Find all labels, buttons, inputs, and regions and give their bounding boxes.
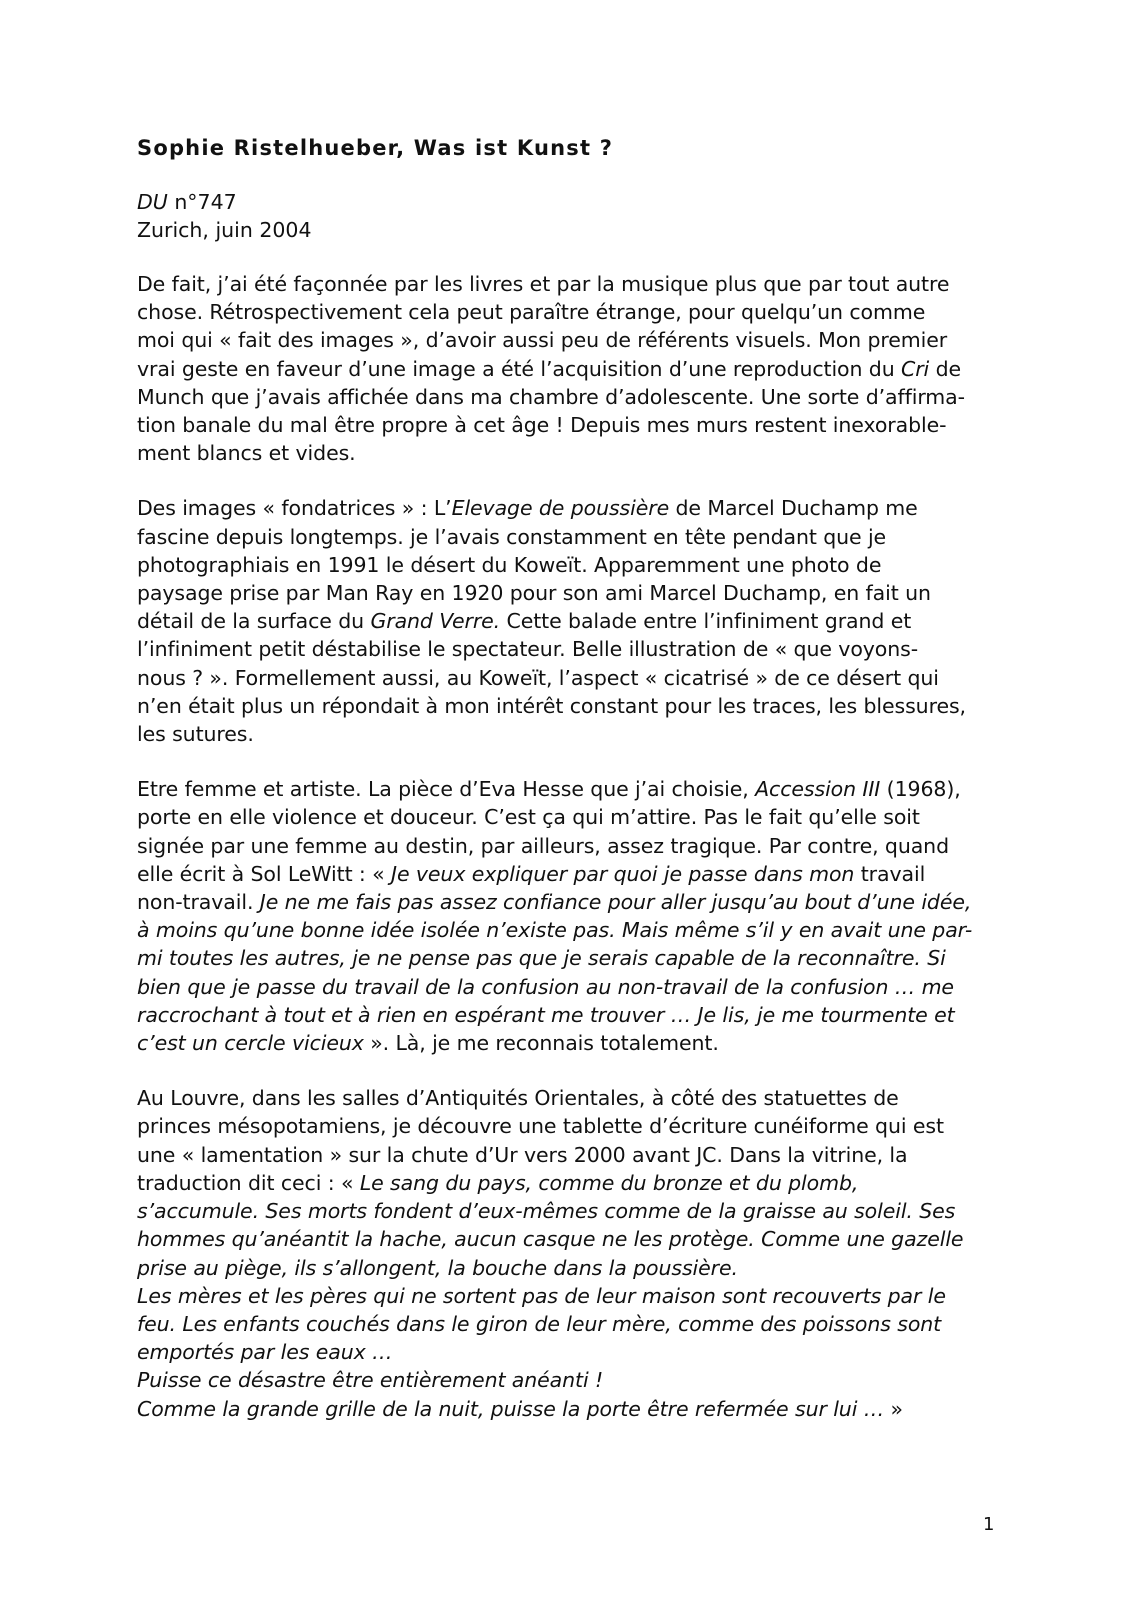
- text-run: non-travail.: [137, 890, 260, 915]
- text-line: [137, 607, 1012, 635]
- quote-line: Puisse ce désastre être entièrement anéanti !: [137, 1368, 604, 1393]
- quote-line: prise au piège, ils s’allongent, la bouche dans la poussière.: [137, 1255, 738, 1280]
- text-line: tion banale du mal être propre à cet âge ! Depuis mes murs restent inexorable-: [137, 413, 947, 438]
- text-line: [137, 888, 1012, 916]
- document-page: [137, 134, 1012, 1450]
- text-line: De fait, j’ai été façonnée par les livres et par la musique plus que par tout autre: [137, 272, 950, 296]
- artwork-title: Accession III: [755, 777, 881, 802]
- text-line: fascine depuis longtemps. je l’avais constamment en tête pendant que je: [137, 524, 887, 549]
- document-title: Sophie Ristelhueber, Was ist Kunst ?: [137, 136, 614, 160]
- text-run: Cette balade entre l’infiniment grand et: [500, 609, 912, 634]
- text-line: [137, 1169, 1012, 1197]
- publication-name: DU: [137, 190, 168, 214]
- quote-run: c’est un cercle vicieux: [137, 1031, 364, 1056]
- publication-info: [137, 188, 1012, 244]
- text-line: [137, 775, 1012, 803]
- quote-line: mi toutes les autres, je ne pense pas que je serais capable de la reconnaître. Si: [137, 946, 946, 971]
- publication-issue: n°747: [167, 190, 237, 214]
- text-run: de: [929, 356, 961, 381]
- text-line: Munch que j’avais affichée dans ma chambre d’adolescente. Une sorte d’affirma-: [137, 384, 965, 409]
- artwork-title: Cri: [901, 356, 930, 381]
- text-line: n’en était plus un répondait à mon intérêt constant pour les traces, les blessures,: [137, 693, 966, 718]
- artwork-title: Grand Verre.: [370, 609, 501, 634]
- text-run: elle écrit à Sol LeWitt : «: [137, 861, 392, 886]
- paragraph-1: [137, 270, 1012, 467]
- text-line: chose. Rétrospectivement cela peut paraître étrange, pour quelqu’un comme: [137, 300, 926, 325]
- text-line: les sutures.: [137, 722, 254, 747]
- text-line: ment blancs et vides.: [137, 441, 356, 466]
- quote-line: s’accumule. Ses morts fondent d’eux-mêmes comme de la graisse au soleil. Ses: [137, 1199, 956, 1224]
- quote-line: feu. Les enfants couchés dans le giron de leur mère, comme des poissons sont: [137, 1311, 942, 1336]
- text-run: de Marcel Duchamp me: [669, 496, 918, 521]
- paragraph-4: [137, 1084, 1012, 1422]
- quote-run: Le sang du pays, comme du bronze et du plomb,: [359, 1170, 859, 1195]
- text-run: vrai geste en faveur d’une image a été l’acquisition d’une reproduction du: [137, 356, 902, 381]
- text-run: travail: [854, 861, 926, 886]
- text-run: traduction dit ceci : «: [137, 1170, 360, 1195]
- paragraph-2: [137, 494, 1012, 748]
- text-line: [137, 1395, 1012, 1423]
- text-line: paysage prise par Man Ray en 1920 pour son ami Marcel Duchamp, en fait un: [137, 581, 931, 606]
- quote-line: à moins qu’une bonne idée isolée n’existe pas. Mais même s’il y en avait une par-: [137, 918, 973, 943]
- text-line: porte en elle violence et douceur. C’est ça qui m’attire. Pas le fait qu’elle soit: [137, 805, 920, 830]
- text-line: moi qui « fait des images », d’avoir aussi peu de référents visuels. Mon premier: [137, 328, 948, 353]
- publication-line: [137, 188, 1012, 216]
- publication-place-date: Zurich, juin 2004: [137, 218, 312, 242]
- text-line: signée par une femme au destin, par ailleurs, assez tragique. Par contre, quand: [137, 833, 949, 858]
- text-line: une « lamentation » sur la chute d’Ur vers 2000 avant JC. Dans la vitrine, la: [137, 1142, 908, 1167]
- quote-line: hommes qu’anéantit la hache, aucun casque ne les protège. Comme une gazelle: [137, 1227, 964, 1252]
- text-line: nous ? ». Formellement aussi, au Koweït, l’aspect « cicatrisé » de ce désert qui: [137, 665, 939, 690]
- text-line: princes mésopotamiens, je découvre une tablette d’écriture cunéiforme qui est: [137, 1114, 944, 1139]
- text-line: photographiais en 1991 le désert du Koweït. Apparemment une photo de: [137, 552, 882, 577]
- quote-run: Je veux expliquer par quoi je passe dans mon: [391, 861, 855, 886]
- text-run: Etre femme et artiste. La pièce d’Eva Hesse que j’ai choisie,: [137, 777, 756, 802]
- text-run: Des images « fondatrices » : L’: [137, 496, 452, 521]
- page-number: 1: [983, 1514, 995, 1535]
- quote-line: emportés par les eaux …: [137, 1340, 393, 1365]
- artwork-title: Elevage de poussière: [451, 496, 670, 521]
- quote-line: raccrochant à tout et à rien en espérant me trouver … Je lis, je me tourmente et: [137, 1002, 955, 1027]
- text-run: détail de la surface du: [137, 609, 371, 634]
- text-line: Au Louvre, dans les salles d’Antiquités Orientales, à côté des statuettes de: [137, 1086, 899, 1111]
- text-run: ». Là, je me reconnais totalement.: [363, 1031, 719, 1056]
- quote-run: Comme la grande grille de la nuit, puisse la porte être refermée sur lui …: [137, 1396, 885, 1421]
- text-line: [137, 494, 1012, 522]
- quote-run: Je ne me fais pas assez confiance pour aller jusqu’au bout d’une idée,: [259, 890, 972, 915]
- text-line: [137, 860, 1012, 888]
- paragraph-3: [137, 775, 1012, 1057]
- text-run: »: [884, 1396, 903, 1421]
- quote-line: Les mères et les pères qui ne sortent pas de leur maison sont recouverts par le: [137, 1283, 946, 1308]
- text-run: (1968),: [880, 777, 961, 802]
- text-line: l’infiniment petit déstabilise le spectateur. Belle illustration de « que voyons-: [137, 637, 919, 662]
- text-line: [137, 1029, 1012, 1057]
- quote-line: bien que je passe du travail de la confusion au non-travail de la confusion … me: [137, 974, 954, 999]
- text-line: [137, 355, 1012, 383]
